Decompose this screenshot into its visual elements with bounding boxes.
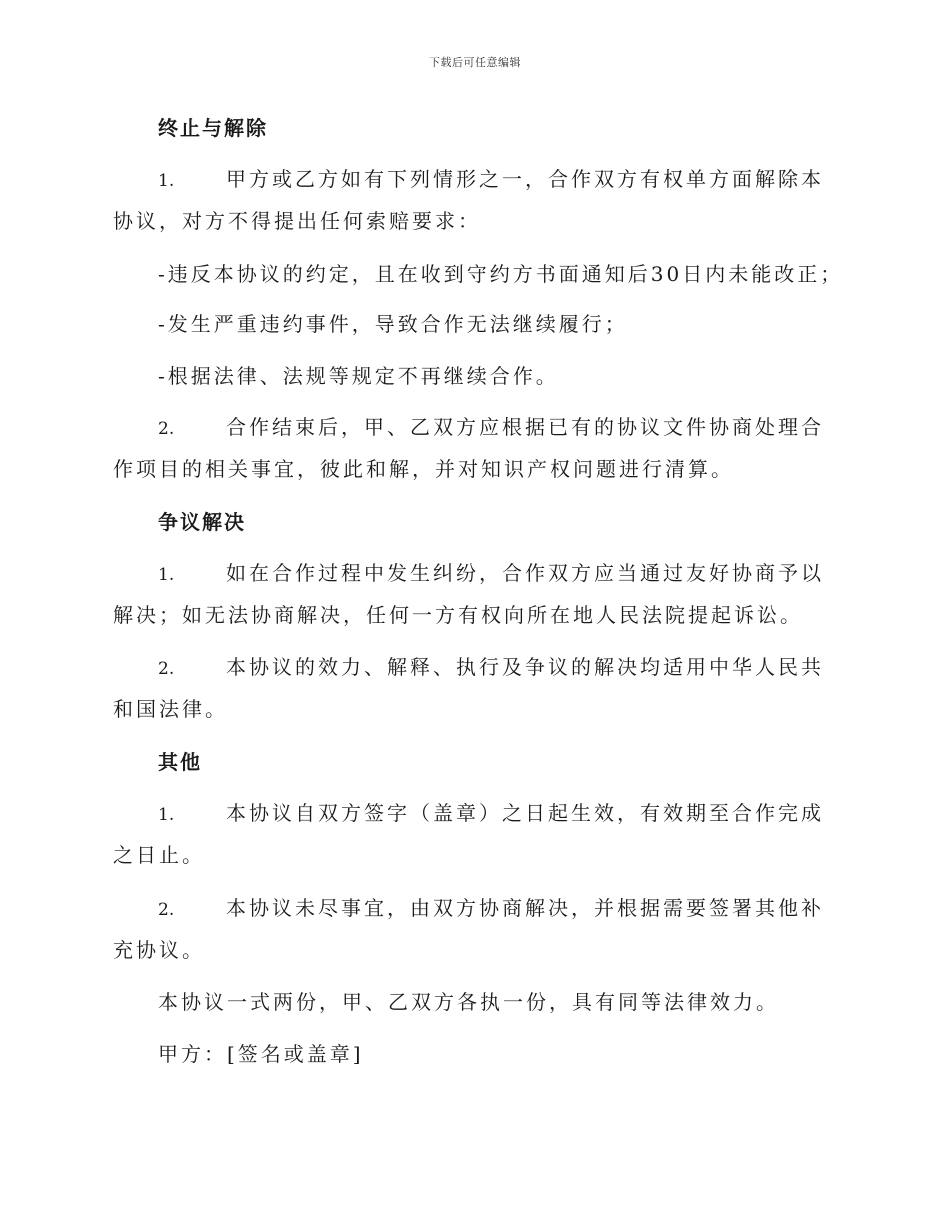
closing-statement: 本协议一式两份，甲、乙双方各执一份，具有同等法律效力。: [158, 990, 779, 1014]
section-heading-termination: 终止与解除: [158, 116, 268, 140]
section-heading-dispute: 争议解决: [158, 510, 246, 534]
clause-number: 1.: [158, 565, 175, 585]
clause-termination-2: [113, 407, 835, 489]
clause-text: 如在合作过程中发生纠纷，合作双方应当通过友好协商予以解决；如无法协商解决，任何一方有权向所在地人民法院提起诉讼。: [113, 561, 824, 627]
clause-other-1: [113, 793, 835, 875]
clause-number: 1.: [158, 171, 175, 191]
clause-termination-1: [113, 159, 835, 241]
clause-dispute-2: [113, 647, 835, 729]
clause-text: 本协议自双方签字（盖章）之日起生效，有效期至合作完成之日止。: [113, 801, 824, 867]
clause-dispute-1: [113, 553, 835, 635]
signature-party-a: 甲方：[签名或盖章]: [158, 1042, 364, 1066]
section-heading-other: 其他: [158, 750, 202, 774]
clause-text: 本协议的效力、解释、执行及争议的解决均适用中华人民共和国法律。: [113, 655, 824, 721]
clause-number: 2.: [158, 659, 175, 679]
clause-text: 甲方或乙方如有下列情形之一，合作双方有权单方面解除本协议，对方不得提出任何索赔要求：: [113, 167, 824, 233]
clause-text: 本协议未尽事宜，由双方协商解决，并根据需要签署其他补充协议。: [113, 896, 824, 962]
clause-number: 2.: [158, 900, 175, 920]
clause-text: 合作结束后，甲、乙双方应根据已有的协议文件协商处理合作项目的相关事宜，彼此和解，并对知识产权问题进行清算。: [113, 415, 824, 481]
bullet-breach-uncorrected: -违反本协议的约定，且在收到守约方书面通知后30日内未能改正；: [158, 262, 844, 286]
bullet-serious-breach: -发生严重违约事件，导致合作无法继续履行；: [158, 312, 628, 336]
bullet-legal-grounds: -根据法律、法规等规定不再继续合作。: [158, 364, 559, 388]
clause-number: 2.: [158, 419, 175, 439]
page-header: 下载后可任意编辑: [429, 56, 521, 69]
clause-other-2: [113, 888, 835, 970]
clause-number: 1.: [158, 805, 175, 825]
